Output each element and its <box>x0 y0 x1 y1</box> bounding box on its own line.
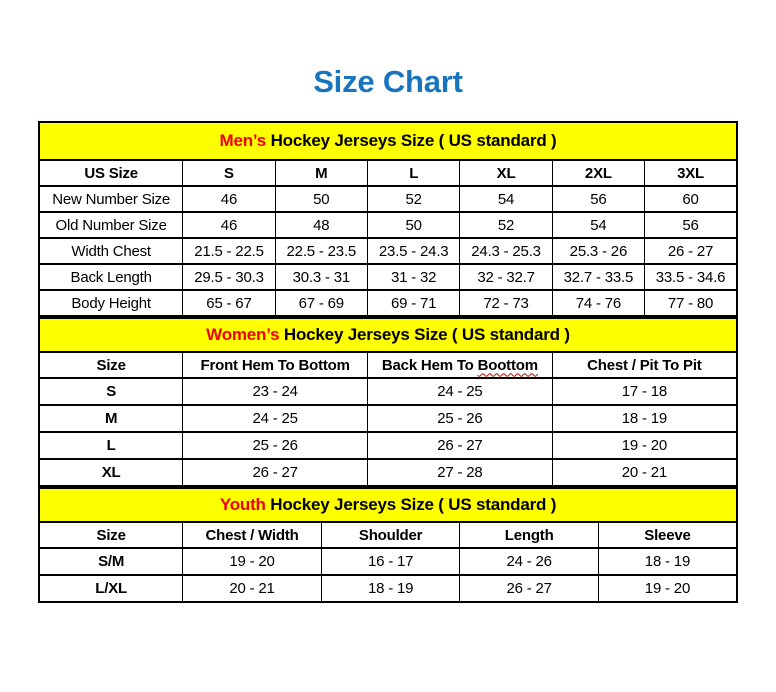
value-cell: 26 - 27 <box>183 459 368 486</box>
youth-col-header: Length <box>460 522 599 548</box>
value-cell: 67 - 69 <box>275 290 367 316</box>
value-cell: 19 - 20 <box>552 432 737 459</box>
value-cell: 19 - 20 <box>183 548 322 575</box>
value-cell: 77 - 80 <box>645 290 737 316</box>
womens-header-row <box>39 352 737 378</box>
value-cell: 24.3 - 25.3 <box>460 238 552 264</box>
value-cell: 56 <box>645 212 737 238</box>
table-row-youth-sm <box>39 548 737 575</box>
table-row-new-number-size <box>39 186 737 212</box>
value-cell: 60 <box>645 186 737 212</box>
row-label: L/XL <box>39 575 183 602</box>
value-cell: 74 - 76 <box>552 290 644 316</box>
value-cell: 48 <box>275 212 367 238</box>
value-cell: 16 - 17 <box>321 548 460 575</box>
value-cell: 54 <box>552 212 644 238</box>
youth-col-header: Chest / Width <box>183 522 322 548</box>
row-label: L <box>39 432 183 459</box>
value-cell: 26 - 27 <box>368 432 553 459</box>
value-cell: 24 - 26 <box>460 548 599 575</box>
table-row-youth-lxl <box>39 575 737 602</box>
value-cell: 32 - 32.7 <box>460 264 552 290</box>
mens-header-row <box>39 160 737 186</box>
row-label: S <box>39 378 183 405</box>
value-cell: 50 <box>275 186 367 212</box>
row-label: Width Chest <box>39 238 183 264</box>
value-cell: 46 <box>183 212 275 238</box>
value-cell: 19 - 20 <box>598 575 737 602</box>
value-cell: 54 <box>460 186 552 212</box>
value-cell: 56 <box>552 186 644 212</box>
section-mens <box>38 121 738 317</box>
value-cell: 31 - 32 <box>367 264 459 290</box>
womens-section-header <box>38 317 738 353</box>
value-cell: 22.5 - 23.5 <box>275 238 367 264</box>
value-cell: 20 - 21 <box>183 575 322 602</box>
value-cell: 20 - 21 <box>552 459 737 486</box>
value-cell: 17 - 18 <box>552 378 737 405</box>
value-cell: 29.5 - 30.3 <box>183 264 275 290</box>
mens-section-header-text: Hockey Jerseys Size ( US standard ) <box>266 131 557 150</box>
value-cell: 25 - 26 <box>368 405 553 432</box>
value-cell: 23.5 - 24.3 <box>367 238 459 264</box>
mens-size-table <box>38 159 738 317</box>
back-hem-prefix: Back Hem To <box>381 356 478 374</box>
value-cell: 65 - 67 <box>183 290 275 316</box>
mens-col-header: XL <box>460 160 552 186</box>
table-row-body-height <box>39 290 737 316</box>
mens-col-header: L <box>367 160 459 186</box>
size-chart-tables <box>38 121 738 603</box>
mens-section-highlight: Men’s <box>219 131 267 150</box>
value-cell: 26 - 27 <box>645 238 737 264</box>
row-label: Back Length <box>39 264 183 290</box>
youth-col-header: Shoulder <box>321 522 460 548</box>
mens-col-header: 2XL <box>552 160 644 186</box>
section-youth <box>38 487 738 603</box>
table-row-womens-m <box>39 405 737 432</box>
mens-col-header: M <box>275 160 367 186</box>
section-womens <box>38 317 738 487</box>
row-label: New Number Size <box>39 186 183 212</box>
value-cell: 18 - 19 <box>552 405 737 432</box>
value-cell: 46 <box>183 186 275 212</box>
womens-col-header-back-hem <box>368 352 553 378</box>
womens-col-header: Size <box>39 352 183 378</box>
value-cell: 26 - 27 <box>460 575 599 602</box>
mens-col-header: 3XL <box>645 160 737 186</box>
table-row-old-number-size <box>39 212 737 238</box>
value-cell: 23 - 24 <box>183 378 368 405</box>
youth-header-row <box>39 522 737 548</box>
value-cell: 50 <box>367 212 459 238</box>
row-label: XL <box>39 459 183 486</box>
value-cell: 30.3 - 31 <box>275 264 367 290</box>
value-cell: 72 - 73 <box>460 290 552 316</box>
table-row-womens-xl <box>39 459 737 486</box>
value-cell: 18 - 19 <box>598 548 737 575</box>
table-row-back-length <box>39 264 737 290</box>
value-cell: 21.5 - 22.5 <box>183 238 275 264</box>
table-row-womens-s <box>39 378 737 405</box>
youth-section-highlight: Youth <box>219 495 266 514</box>
value-cell: 25.3 - 26 <box>552 238 644 264</box>
womens-col-header: Chest / Pit To Pit <box>552 352 737 378</box>
value-cell: 69 - 71 <box>367 290 459 316</box>
row-label: S/M <box>39 548 183 575</box>
value-cell: 33.5 - 34.6 <box>645 264 737 290</box>
value-cell: 32.7 - 33.5 <box>552 264 644 290</box>
row-label: M <box>39 405 183 432</box>
value-cell: 24 - 25 <box>183 405 368 432</box>
back-hem-misspelled-word: Boottom <box>477 356 538 374</box>
value-cell: 52 <box>367 186 459 212</box>
womens-col-header: Front Hem To Bottom <box>183 352 368 378</box>
youth-col-header: Size <box>39 522 183 548</box>
youth-section-header <box>38 487 738 523</box>
mens-col-header: US Size <box>39 160 183 186</box>
value-cell: 24 - 25 <box>368 378 553 405</box>
youth-section-header-text: Hockey Jerseys Size ( US standard ) <box>265 495 557 514</box>
row-label: Old Number Size <box>39 212 183 238</box>
youth-size-table <box>38 521 738 603</box>
table-row-womens-l <box>39 432 737 459</box>
value-cell: 27 - 28 <box>368 459 553 486</box>
value-cell: 52 <box>460 212 552 238</box>
row-label: Body Height <box>39 290 183 316</box>
value-cell: 18 - 19 <box>321 575 460 602</box>
youth-col-header: Sleeve <box>598 522 737 548</box>
page-title: Size Chart <box>313 64 463 99</box>
womens-section-highlight: Women’s <box>206 325 280 344</box>
womens-section-header-text: Hockey Jerseys Size ( US standard ) <box>279 325 570 344</box>
table-row-width-chest <box>39 238 737 264</box>
womens-size-table <box>38 351 738 487</box>
mens-col-header: S <box>183 160 275 186</box>
mens-section-header <box>38 121 738 161</box>
value-cell: 25 - 26 <box>183 432 368 459</box>
